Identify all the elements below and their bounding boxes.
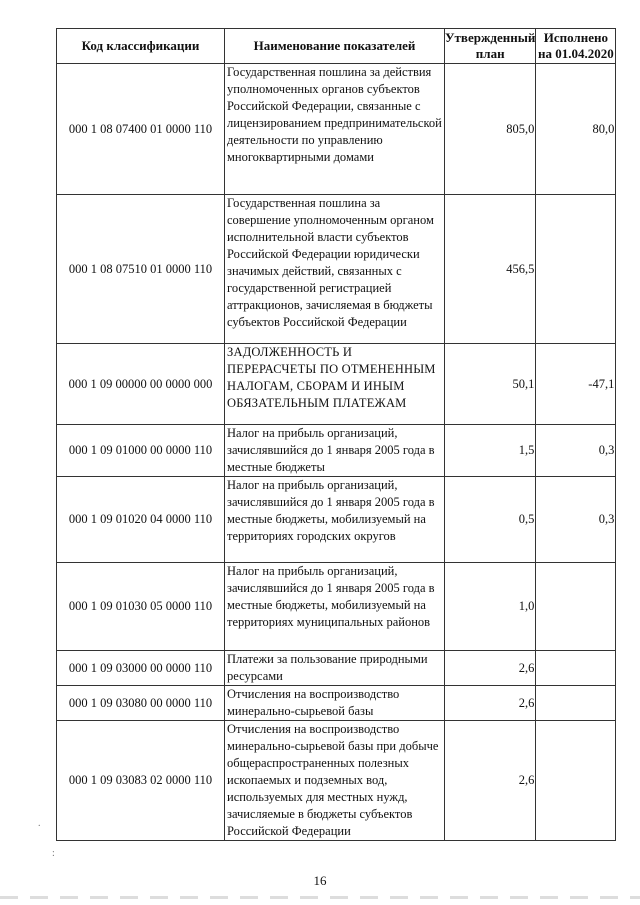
row-plan: 456,5 xyxy=(445,195,536,344)
row-name: Отчисления на воспроизводство минерально-сырьевой базы xyxy=(225,686,445,721)
row-done: -47,1 xyxy=(536,344,616,425)
page-number: 16 xyxy=(313,873,327,888)
row-plan: 50,1 xyxy=(445,344,536,425)
row-done xyxy=(536,195,616,344)
scan-artifact xyxy=(0,896,640,899)
row-name: Платежи за пользование природными ресурсами xyxy=(225,651,445,686)
row-code: 000 1 09 03083 02 0000 110 xyxy=(57,721,225,841)
table-row xyxy=(57,651,616,686)
row-plan: 2,6 xyxy=(445,686,536,721)
revenue-table xyxy=(56,28,616,841)
header-done: Исполнено на 01.04.2020 xyxy=(536,29,616,64)
table-row xyxy=(57,563,616,651)
table-row xyxy=(57,64,616,195)
margin-mark: . xyxy=(38,818,41,829)
row-code: 000 1 09 03000 00 0000 110 xyxy=(57,651,225,686)
row-done: 0,3 xyxy=(536,477,616,563)
row-name: Налог на прибыль организаций, зачислявшийся до 1 января 2005 года в местные бюджеты, мобилизуемый на территориях муниципальных районов xyxy=(225,563,445,651)
row-done: 80,0 xyxy=(536,64,616,195)
row-done xyxy=(536,721,616,841)
row-name: Государственная пошлина за действия уполномоченных органов субъектов Российской Федерации, связанные с лицензированием предпринимательской деятельности по управлению многоквартирными домами xyxy=(225,64,445,195)
header-code: Код классификации xyxy=(57,29,225,64)
row-code: 000 1 08 07510 01 0000 110 xyxy=(57,195,225,344)
table-row xyxy=(57,477,616,563)
row-name: ЗАДОЛЖЕННОСТЬ И ПЕРЕРАСЧЕТЫ ПО ОТМЕНЕННЫМ НАЛОГАМ, СБОРАМ И ИНЫМ ОБЯЗАТЕЛЬНЫМ ПЛАТЕЖАМ xyxy=(225,344,445,425)
header-name: Наименование показателей xyxy=(225,29,445,64)
table-row xyxy=(57,721,616,841)
table-row xyxy=(57,195,616,344)
row-code: 000 1 09 01000 00 0000 110 xyxy=(57,425,225,477)
row-done: 0,3 xyxy=(536,425,616,477)
row-code: 000 1 09 01020 04 0000 110 xyxy=(57,477,225,563)
row-code: 000 1 08 07400 01 0000 110 xyxy=(57,64,225,195)
row-code: 000 1 09 01030 05 0000 110 xyxy=(57,563,225,651)
row-plan: 0,5 xyxy=(445,477,536,563)
row-done xyxy=(536,651,616,686)
table-row xyxy=(57,344,616,425)
margin-mark: : xyxy=(52,848,55,859)
table-row xyxy=(57,425,616,477)
row-plan: 2,6 xyxy=(445,721,536,841)
table-header-row xyxy=(57,29,616,64)
row-plan: 2,6 xyxy=(445,651,536,686)
row-plan: 1,0 xyxy=(445,563,536,651)
row-name: Налог на прибыль организаций, зачислявшийся до 1 января 2005 года в местные бюджеты xyxy=(225,425,445,477)
header-plan: Утвержденный план xyxy=(445,29,536,64)
row-name: Налог на прибыль организаций, зачислявшийся до 1 января 2005 года в местные бюджеты, мобилизуемый на территориях городских округов xyxy=(225,477,445,563)
row-code: 000 1 09 03080 00 0000 110 xyxy=(57,686,225,721)
row-plan: 1,5 xyxy=(445,425,536,477)
row-name: Отчисления на воспроизводство минерально-сырьевой базы при добыче общераспространенных полезных ископаемых и подземных вод, используемых для местных нужд, зачисляемые в бюджеты субъектов Российской Федерации xyxy=(225,721,445,841)
row-done xyxy=(536,686,616,721)
table-row xyxy=(57,686,616,721)
row-code: 000 1 09 00000 00 0000 000 xyxy=(57,344,225,425)
row-done xyxy=(536,563,616,651)
row-plan: 805,0 xyxy=(445,64,536,195)
row-name: Государственная пошлина за совершение уполномоченным органом исполнительной власти субъектов Российской Федерации юридически значимых действий, связанных с государственной регистрацией аттракционов, зачисляемая в бюджеты субъектов Российской Федерации xyxy=(225,195,445,344)
